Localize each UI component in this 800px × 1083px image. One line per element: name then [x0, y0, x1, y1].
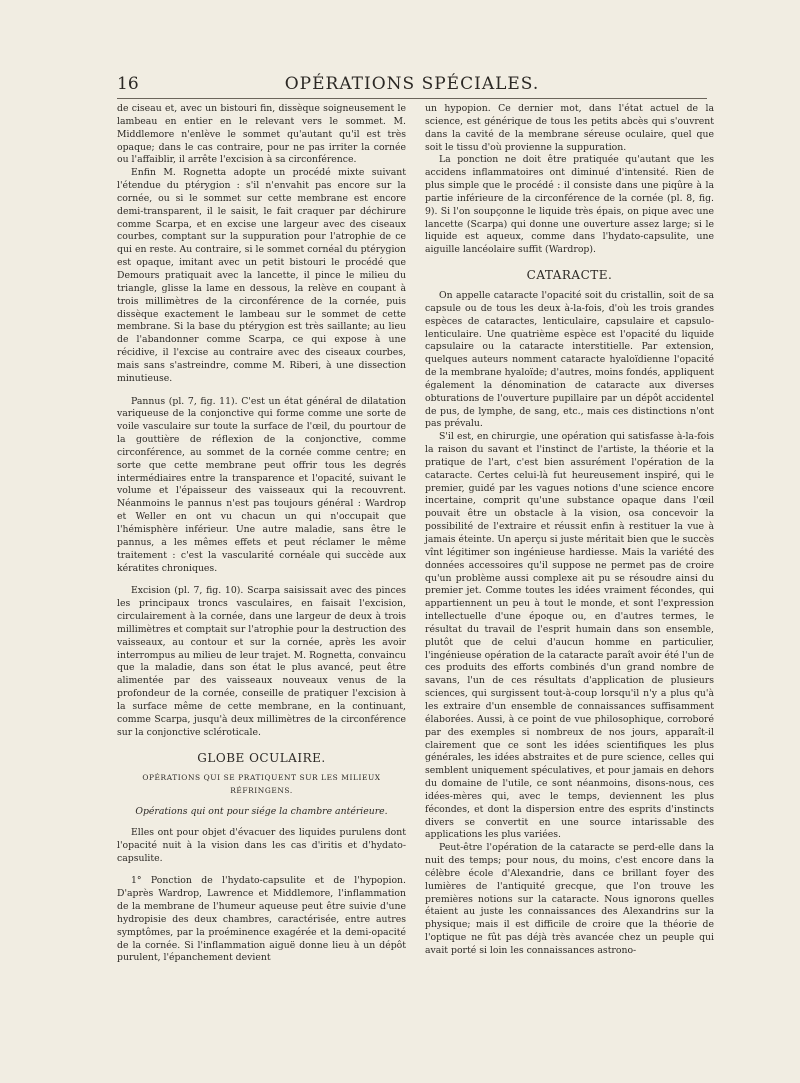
paragraph: Elles ont pour objet d'évacuer des liquides purulens dont l'opacité nuit à la vision dans les cas d'iritis et d'hydato-capsulite.	[117, 826, 406, 864]
paragraph: un hypopion. Ce dernier mot, dans l'état actuel de la science, est générique de tous les petits abcès qui s'ouvrent dans la cavité de la membrane séreuse oculaire, quel que soit le tissu d'où provienne la suppuration.	[425, 103, 714, 153]
page-header	[117, 74, 707, 100]
paragraph: Excision (pl. 7, fig. 10). Scarpa saisissait avec des pinces les principaux troncs vasculaires, en faisait l'excision, circulairement à la cornée, dans une largeur de deux à trois millimètres et comptait sur l'atrophie pour la destruction des vaisseaux, au contour et sur la cornée, après les avoir interrompus au milieu de leur trajet. M. Rognetta, convaincu que la maladie, dans son état le plus avancé, peut être alimentée par des vaisseaux nouveaux venus de la profondeur de la cornée, conseille de pratiquer l'excision à la surface même de cette membrane, en la continuant, comme Scarpa, jusqu'à deux millimètres de la circonférence sur la conjonctive scléroticale.	[117, 585, 406, 738]
section-heading: CATARACTE.	[526, 268, 613, 283]
subsection-heading: OPÉRATIONS QUI SE PRATIQUENT SUR LES MILIEUX RÉFRINGENS.	[142, 773, 381, 796]
running-title: OPÉRATIONS SPÉCIALES.	[284, 74, 540, 94]
subsection-subtitle: Opérations qui ont pour siége la chambre antérieure.	[135, 806, 388, 818]
header-rule	[117, 98, 707, 99]
right-column	[425, 103, 714, 958]
page-number: 16	[117, 74, 139, 94]
paragraph: S'il est, en chirurgie, une opération qui satisfasse à-la-fois la raison du savant et l'instinct de l'artiste, la théorie et la pratique de l'art, c'est bien assurément l'opération de la cataracte. Certes celui-là fut heureusement inspiré, qui le premier, guidé par les vagues notions d'une science encore incertaine, comprit qu'une substance opaque dans l'œil pouvait être un obstacle à la vision, osa concevoir la possibilité de l'extraire et réussit enfin à restituer la vue à jamais éteinte. Un aperçu si juste méritait bien que le succès vînt légitimer son ingénieuse hardiesse. Mais la variété des données accessoires qu'il suppose ne permet pas de croire qu'un problème aussi complexe ait pu se résoudre ainsi du premier jet. Comme toutes les idées vraiment fécondes, qui appartiennent un peu à tout le monde, et sont l'expression intellectuelle d'une époque ou, en d'autres termes, le résultat du travail de l'esprit humain dans son ensemble, plutôt que de celui d'aucun homme en particulier, l'ingénieuse opération de la cataracte paraît avoir été l'un de ces produits des efforts combinés d'un grand nombre de savans, l'un de ces résultats d'application de plusieurs sciences, qui surgissent tout-à-coup lorsqu'il n'y a plus qu'à les extraire d'un ensemble de connaissances suffisamment élaborées. Aussi, à ce point de vue philosophique, corroboré par des exemples si nombreux de nos jours, apparaît-il clairement que ce sont les idées scientifiques les plus générales, les idées abstraites et de pure science, celles qui semblent uniquement spéculatives, et pour jamais en dehors du domaine de l'utile, ce sont néanmoins, disons-nous, ces idées-mères qui, avec le temps, deviennent les plus fécondes, et dont la dispersion entre des esprits d'instincts divers se convertit en une source intarissable des applications les plus variées.	[425, 431, 714, 841]
paragraph: Enfin M. Rognetta adopte un procédé mixte suivant l'étendue du ptérygion : s'il n'envahit pas encore sur la cornée, ou si le sommet sur cette membrane est encore demi-transparent, il le saisit, le fait craquer par déchirure comme Scarpa, et en excise une largeur avec des ciseaux courbes, comptant sur la suppuration pour l'atrophie de ce qui en reste. Au contraire, si le sommet cornéal du ptérygion est opaque, imitant avec un petit bistouri le procédé que Demours pratiquait avec la lancette, il pince le milieu du triangle, glisse la lame en dessous, la relève en coupant à trois millimètres de la circonférence de la cornée, puis dissèque exactement le lambeau sur le sommet de cette membrane. Si la base du ptérygion est très saillante; au lieu de l'abandonner comme Scarpa, ce qui expose à une récidive, il l'excise au contraire avec des ciseaux courbes, mais sans s'astreindre, comme M. Riberi, à une dissection minutieuse.	[117, 167, 406, 384]
paragraph: 1° Ponction de l'hydato-capsulite et de l'hypopion. D'après Wardrop, Lawrence et Middlemore, l'inflammation de la membrane de l'humeur aqueuse peut être suivie d'une hydropisie des deux chambres, caractérisée, entre autres symptômes, par la proéminence exagérée et la demi-opacité de la cornée. Si l'inflammation aiguë donne lieu à un dépôt purulent, l'épanchement devient	[117, 875, 406, 964]
paragraph: La ponction ne doit être pratiquée qu'autant que les accidens inflammatoires ont diminué d'intensité. Rien de plus simple que le procédé : il consiste dans une piqûre à la partie inférieure de la circonférence de la cornée (pl. 8, fig. 9). Si l'on soupçonne le liquide très épais, on pique avec une lancette (Scarpa) qui donne une ouverture assez large; si le liquide est aqueux, comme dans l'hydato-capsulite, une aiguille lancéolaire suffit (Wardrop).	[425, 154, 714, 256]
section-heading: GLOBE OCULAIRE.	[197, 750, 326, 765]
paragraph: On appelle cataracte l'opacité soit du cristallin, soit de sa capsule ou de tous les deux à-la-fois, d'où les trois grandes espèces de cataractes, lenticulaire, capsulaire et capsulo-lenticulaire. Une quatrième espèce est l'opacité du liquide capsulaire ou la cataracte interstitielle. Par extension, quelques auteurs nomment cataracte hyaloïdienne l'opacité de la membrane hyaloïde; d'autres, moins fondés, appliquent également la dénomination de cataracte aux diverses obturations de l'ouverture pupillaire par un dépôt accidentel de pus, de lymphe, de sang, etc., mais ces distinctions n'ont pas prévalu.	[425, 289, 714, 430]
left-column	[117, 103, 406, 965]
paragraph: de ciseau et, avec un bistouri fin, dissèque soigneusement le lambeau en entier en le relevant vers le sommet. M. Middlemore n'enlève le sommet qu'autant qu'il est très opaque; dans le cas contraire, pour ne pas irriter la cornée ou l'affaiblir, il arrête l'excision à sa circonférence.	[117, 103, 406, 166]
paragraph: Pannus (pl. 7, fig. 11). C'est un état général de dilatation variqueuse de la conjonctive qui forme comme une sorte de voile vasculaire sur toute la surface de l'œil, du pourtour de la gouttière de réflexion de la conjonctive, comme circonférence, au sommet de la cornée comme centre; en sorte que cette membrane peut offrir tous les degrés intermédiaires entre la transparence et l'opacité, suivant le volume et l'épaisseur des vaisseaux qui la recouvrent. Néanmoins le pannus n'est pas toujours général : Wardrop et Weller en ont vu chacun un qui n'occupait que l'hémisphère inférieur. Une autre maladie, sans être le pannus, a les mêmes effets et peut réclamer le même traitement : c'est la vascularité cornéale qui succède aux kératites chroniques.	[117, 395, 406, 574]
paragraph: Peut-être l'opération de la cataracte se perd-elle dans la nuit des temps; pour nous, du moins, c'est encore dans la célèbre école d'Alexandrie, dans ce brillant foyer des lumières de l'antiquité grecque, que l'on trouve les premières notions sur la cataracte. Nous ignorons quelles étaient au juste les connaissances des Alexandrins sur la physique; mais il est difficile de croire que la théorie de l'optique ne fût pas déjà très avancée chez un peuple qui avait porté si loin les connaissances astrono-	[425, 842, 714, 956]
